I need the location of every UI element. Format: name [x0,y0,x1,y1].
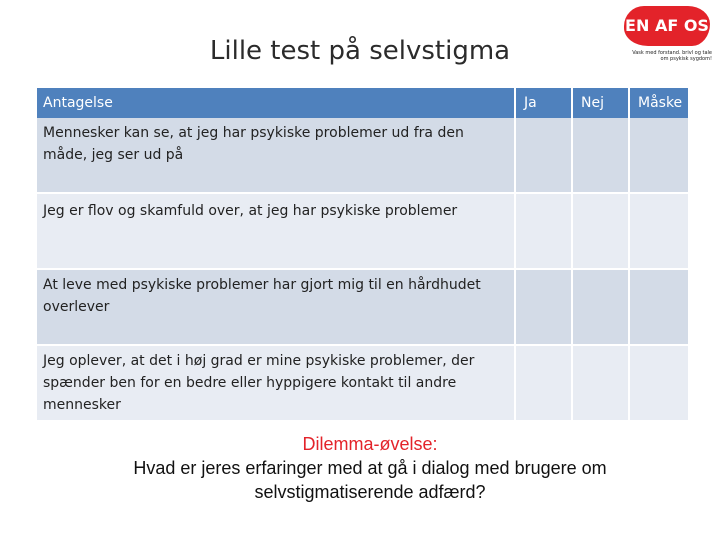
statement-cell: Mennesker kan se, at jeg har psykiske problemer ud fra den måde, jeg ser ud på [37,118,516,194]
answer-nej-cell[interactable] [573,270,630,346]
dilemma-heading: Dilemma-øvelse: [302,434,438,454]
answer-nej-cell[interactable] [573,118,630,194]
answer-ja-cell[interactable] [516,346,573,422]
table-row [37,118,690,194]
table-header-row [37,88,690,118]
answer-maaske-cell[interactable] [630,118,690,194]
stigma-test-table [37,88,690,422]
table-row [37,270,690,346]
slide-title: Lille test på selvstigma [209,36,511,66]
header-ja: Ja [516,88,573,118]
header-maaske: Måske [630,88,690,118]
answer-ja-cell[interactable] [516,118,573,194]
dilemma-exercise [90,432,650,504]
dilemma-question: Hvad er jeres erfaringer med at gå i dialog med brugere om selvstigmatiserende adfærd? [133,458,607,502]
logo-badge: EN AF OS [624,6,710,46]
header-nej: Nej [573,88,630,118]
answer-ja-cell[interactable] [516,270,573,346]
en-af-os-logo [620,6,714,68]
answer-maaske-cell[interactable] [630,194,690,270]
answer-nej-cell[interactable] [573,346,630,422]
statement-cell: At leve med psykiske problemer har gjort mig til en hårdhudet overlever [37,270,516,346]
statement-cell: Jeg er flov og skamfuld over, at jeg har psykiske problemer [37,194,516,270]
answer-ja-cell[interactable] [516,194,573,270]
header-antagelse: Antagelse [37,88,516,118]
table-row [37,346,690,422]
logo-tagline: Vask med forstand. brivl og tale om psykisk sygdom! [632,50,712,62]
statement-cell: Jeg oplever, at det i høj grad er mine psykiske problemer, der spænder ben for en bedre eller hyppigere kontakt til andre mennesker [37,346,516,422]
table-row [37,194,690,270]
answer-maaske-cell[interactable] [630,270,690,346]
answer-maaske-cell[interactable] [630,346,690,422]
answer-nej-cell[interactable] [573,194,630,270]
